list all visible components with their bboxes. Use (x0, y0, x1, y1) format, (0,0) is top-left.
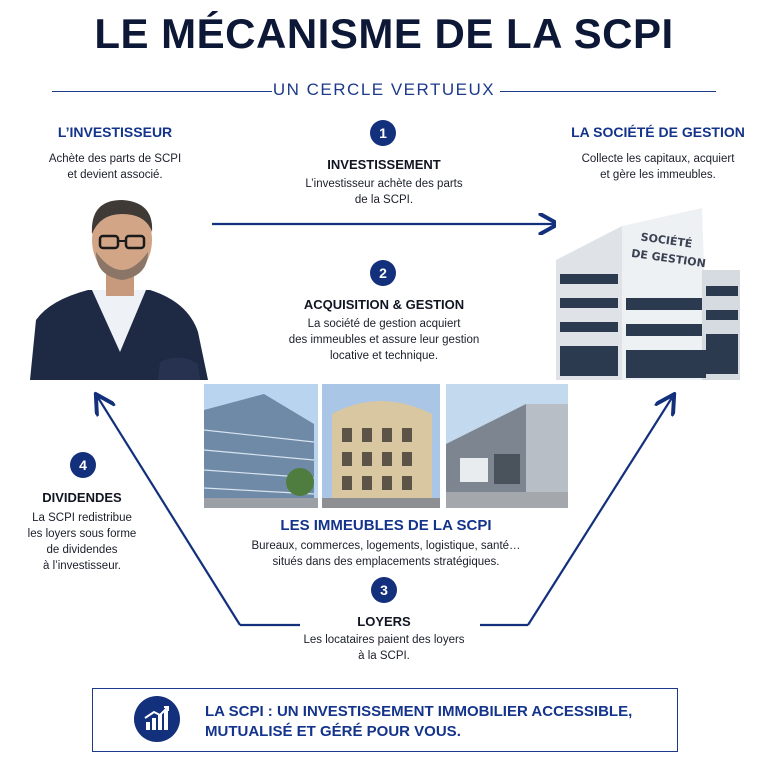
manager-text (548, 151, 768, 183)
buildings-text-line: situés dans des emplacements stratégiques. (272, 556, 500, 568)
building-sign-line-1: SOCIÉTÉ (639, 230, 694, 251)
investor-text (30, 151, 200, 183)
step-4-text-line: les loyers sous forme (27, 528, 137, 540)
step-4-badge: 4 (70, 452, 96, 478)
investor-heading: L’INVESTISSEUR (57, 124, 173, 140)
step-1-text-line: L’investisseur achète des parts (305, 178, 463, 190)
residential-building-photo (322, 384, 440, 508)
step-2-text-line: locative et technique. (329, 350, 439, 362)
step-3-heading: LOYERS (357, 614, 411, 629)
buildings-text (204, 538, 568, 570)
page-subtitle: UN CERCLE VERTUEUX (272, 80, 496, 99)
building-sign-line-2: DE GESTION (630, 246, 707, 271)
management-building-photo (556, 200, 740, 380)
step-2-text (264, 316, 504, 364)
step-2-text-line: des immeubles et assure leur gestion (288, 334, 480, 346)
step-1-heading: INVESTISSEMENT (327, 157, 441, 172)
buildings-text-line: Bureaux, commerces, logements, logistique, santé… (251, 540, 521, 552)
growth-chart-icon (134, 696, 180, 742)
step-2-text-line: La société de gestion acquiert (307, 318, 461, 330)
banner-text-line: LA SCPI : UN INVESTISSEMENT IMMOBILIER ACCESSIBLE, (205, 703, 633, 720)
logistics-building-photo (446, 384, 568, 508)
step-3-text-line: Les locataires paient des loyers (303, 634, 465, 646)
office-building-photo (204, 384, 318, 508)
investor-text-line: Achète des parts de SCPI (48, 153, 182, 165)
step-3-text (274, 632, 494, 664)
investor-photo (30, 192, 208, 380)
step-2-badge: 2 (370, 260, 396, 286)
investor-text-line: et devient associé. (67, 169, 163, 181)
step-2-heading: ACQUISITION & GESTION (303, 297, 465, 312)
step-4-text-line: La SCPI redistribue (32, 512, 132, 524)
step-4-text-line: à l’investisseur. (43, 560, 121, 572)
step-4-text (20, 510, 144, 574)
step-4-heading: DIVIDENDES (42, 490, 122, 505)
step-1-text (270, 176, 498, 208)
step-4-text-line: de dividendes (46, 544, 118, 556)
step-3-text-line: à la SCPI. (358, 650, 410, 662)
banner-text (205, 702, 632, 742)
buildings-heading: LES IMMEUBLES DE LA SCPI (280, 517, 492, 534)
manager-heading: LA SOCIÉTÉ DE GESTION (571, 124, 745, 140)
step-3-badge: 3 (371, 577, 397, 603)
page-title: LE MÉCANISME DE LA SCPI (94, 10, 674, 57)
step-1-badge: 1 (370, 120, 396, 146)
manager-text-line: Collecte les capitaux, acquiert (581, 153, 735, 165)
banner-text-line: MUTUALISÉ ET GÉRÉ POUR VOUS. (205, 723, 461, 740)
step-1-text-line: de la SCPI. (354, 194, 414, 206)
manager-text-line: et gère les immeubles. (600, 169, 716, 181)
